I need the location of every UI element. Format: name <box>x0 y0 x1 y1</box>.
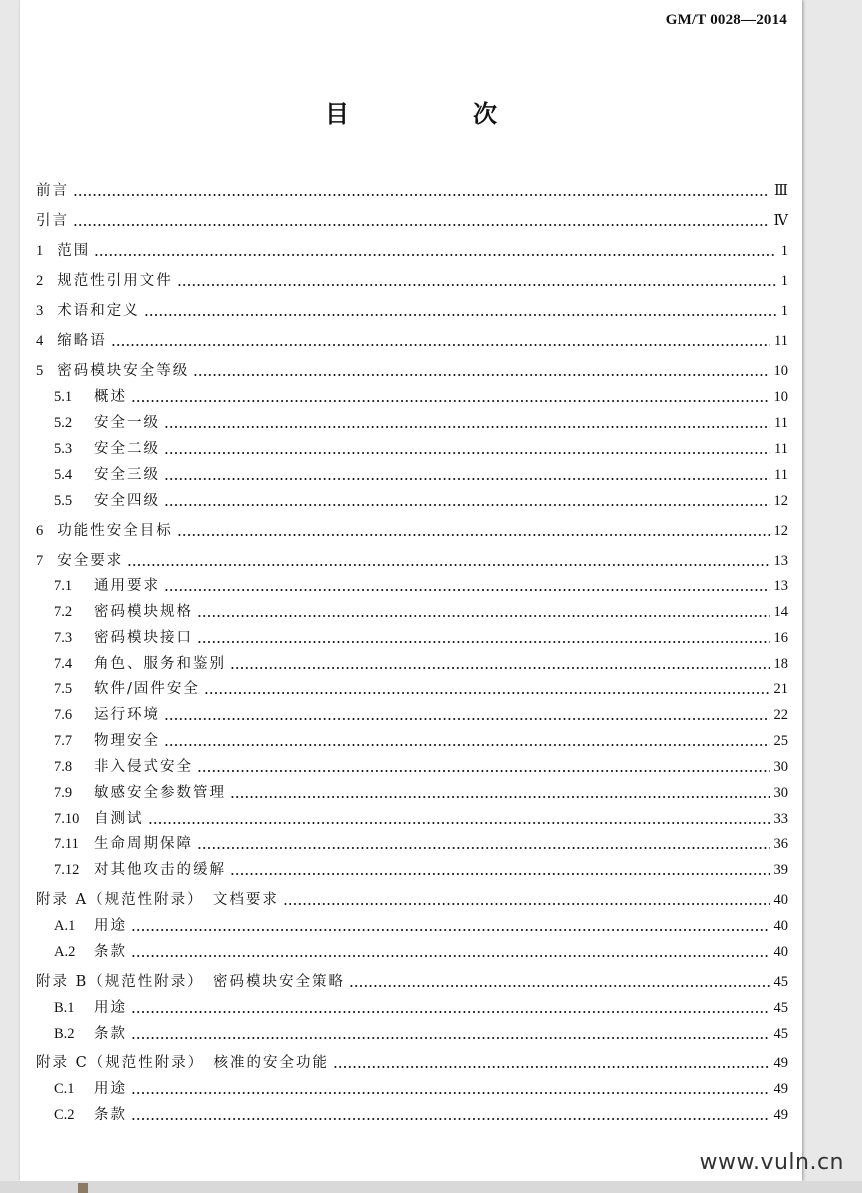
toc-entry-page: 11 <box>774 467 788 483</box>
dot-leader <box>349 985 769 987</box>
toc-entry-label: 密码模块规格 <box>94 604 193 620</box>
dot-leader <box>197 770 770 772</box>
toc-entry-page: 36 <box>773 836 788 852</box>
toc-entry <box>54 780 788 802</box>
toc-entry-label: 安全三级 <box>94 467 160 483</box>
toc-entry-page: 45 <box>773 974 788 990</box>
toc-entry-number: 6 <box>36 523 44 539</box>
toc-entry-label: 安全二级 <box>94 441 160 457</box>
toc-entry-number: C.2 <box>54 1107 75 1123</box>
toc-entry-label: 安全四级 <box>94 493 160 509</box>
toc-entry-label: 功能性安全目标 <box>57 523 173 539</box>
toc-entry <box>54 831 788 853</box>
toc-entry-page: 1 <box>780 303 788 319</box>
toc-entry-number: 7.5 <box>54 681 73 697</box>
toc-entry <box>54 599 788 621</box>
toc-entry <box>54 939 788 961</box>
watermark-text: www.vuln.cn <box>699 1150 844 1175</box>
toc-entry-page: 13 <box>773 578 788 594</box>
toc-entry-page: 49 <box>773 1081 788 1097</box>
toc-entry-label: 条款 <box>94 1107 127 1123</box>
dot-leader <box>164 504 770 506</box>
toc-entry <box>54 573 788 595</box>
toc-entry <box>54 410 788 432</box>
toc-entry-page: 12 <box>773 523 788 539</box>
dot-leader <box>144 314 776 316</box>
dot-leader <box>197 641 770 643</box>
dot-leader <box>131 1037 770 1039</box>
toc-entry <box>54 728 788 750</box>
toc-entry <box>36 887 788 909</box>
toc-entry <box>54 754 788 776</box>
dot-leader <box>197 615 770 617</box>
toc-entry-label: 密码模块安全等级 <box>57 363 190 379</box>
toc-entry-page: 45 <box>773 1026 788 1042</box>
toc-entry-number: 5.4 <box>54 467 73 483</box>
toc-entry-label: 前言 <box>36 183 69 199</box>
toc-entry <box>36 328 788 350</box>
toc-entry <box>36 298 788 320</box>
toc-entry-page: 25 <box>773 733 788 749</box>
toc-entry-page: 39 <box>773 862 788 878</box>
toc-entry-page: 40 <box>773 944 788 960</box>
toc-entry-page: 33 <box>773 811 788 827</box>
toc-entry-page: 11 <box>774 333 788 349</box>
toc-entry-label: 附录 A（规范性附录） 文档要求 <box>36 892 279 908</box>
toc-entry-number: 5.5 <box>54 493 73 509</box>
toc-entry <box>54 806 788 828</box>
toc-entry-page: 40 <box>773 918 788 934</box>
toc-entry-label: 密码模块接口 <box>94 630 193 646</box>
toc-entry <box>54 1102 788 1124</box>
toc-entry-page: 10 <box>773 363 788 379</box>
toc-entry <box>54 702 788 724</box>
dot-leader <box>177 534 770 536</box>
strip-thumbnail <box>78 1183 88 1193</box>
toc-entry-page: 30 <box>773 785 788 801</box>
toc-entry-page: 30 <box>773 759 788 775</box>
dot-leader <box>230 667 770 669</box>
dot-leader <box>73 194 770 196</box>
toc-entry-number: A.2 <box>54 944 76 960</box>
toc-entry-label: 条款 <box>94 1026 127 1042</box>
toc-entry-label: 生命周期保障 <box>94 836 193 852</box>
toc-entry <box>36 178 788 200</box>
bottom-strip <box>0 1181 862 1193</box>
toc-entry-page: 11 <box>774 441 788 457</box>
toc-entry-page: 13 <box>773 553 788 569</box>
toc-entry-label: 非入侵式安全 <box>94 759 193 775</box>
toc-entry-number: 7.6 <box>54 707 73 723</box>
toc-entry-number: 4 <box>36 333 44 349</box>
dot-leader <box>164 452 770 454</box>
dot-leader <box>131 1092 770 1094</box>
toc-entry-number: 5.1 <box>54 389 73 405</box>
dot-leader <box>131 955 770 957</box>
toc-entry-label: 通用要求 <box>94 578 160 594</box>
dot-leader <box>164 744 770 746</box>
toc-entry <box>54 913 788 935</box>
dot-leader <box>164 589 770 591</box>
toc-entry-number: 5 <box>36 363 44 379</box>
dot-leader <box>131 400 770 402</box>
toc-entry-label: 术语和定义 <box>57 303 140 319</box>
toc-entry-page: 11 <box>774 415 788 431</box>
dot-leader <box>333 1066 770 1068</box>
toc-entry-page: 12 <box>773 493 788 509</box>
toc-entry-label: 缩略语 <box>57 333 107 349</box>
dot-leader <box>197 847 770 849</box>
toc-entry-page: 18 <box>773 656 788 672</box>
dot-leader <box>131 1011 770 1013</box>
toc-entry-label: 附录 B（规范性附录） 密码模块安全策略 <box>36 974 346 990</box>
toc-entry-page: 49 <box>773 1055 788 1071</box>
toc-entry-page: 21 <box>773 681 788 697</box>
toc-entry-page: 14 <box>773 604 788 620</box>
toc-entry-number: 7.10 <box>54 811 80 827</box>
toc-entry-number: 2 <box>36 273 44 289</box>
toc-entry-label: 附录 C（规范性附录） 核准的安全功能 <box>36 1055 329 1071</box>
toc-entry-label: 运行环境 <box>94 707 160 723</box>
toc-entry-page: 1 <box>780 243 788 259</box>
toc-entry-number: 7 <box>36 553 44 569</box>
toc-entry <box>54 857 788 879</box>
standard-number: GM/T 0028—2014 <box>665 12 787 28</box>
toc-entry-label: 用途 <box>94 1000 127 1016</box>
toc-entry-label: 引言 <box>36 213 69 229</box>
toc-entry <box>36 208 788 230</box>
toc-entry <box>36 1050 788 1072</box>
toc-entry-label: 范围 <box>57 243 91 259</box>
toc-entry-page: 22 <box>773 707 788 723</box>
toc-entry <box>36 238 788 260</box>
toc-entry-page: 49 <box>773 1107 788 1123</box>
dot-leader <box>164 718 770 720</box>
dot-leader <box>131 929 770 931</box>
toc-entry-label: 规范性引用文件 <box>57 273 173 289</box>
dot-leader <box>164 478 770 480</box>
toc-entry-page: Ⅲ <box>774 183 788 199</box>
dot-leader <box>283 903 770 905</box>
toc-entry-label: 安全要求 <box>57 553 124 569</box>
page-title: 目 次 <box>325 99 547 128</box>
toc-entry-label: 物理安全 <box>94 733 160 749</box>
toc-entry-number: 7.7 <box>54 733 73 749</box>
toc-entry-label: 用途 <box>94 1081 127 1097</box>
toc-entry-number: 7.8 <box>54 759 73 775</box>
toc-entry-number: 3 <box>36 303 44 319</box>
toc-entry-number: B.2 <box>54 1026 75 1042</box>
toc-entry-label: 用途 <box>94 918 127 934</box>
toc-entry <box>36 358 788 380</box>
toc-entry <box>54 488 788 510</box>
toc-entry-label: 自测试 <box>94 811 144 827</box>
toc-entry <box>36 518 788 540</box>
dot-leader <box>148 822 770 824</box>
dot-leader <box>73 224 770 226</box>
toc-entry-number: 7.2 <box>54 604 73 620</box>
toc-entry <box>54 1076 788 1098</box>
toc-entry-number: 7.4 <box>54 656 73 672</box>
toc-entry <box>54 676 788 698</box>
toc-entry-number: A.1 <box>54 918 76 934</box>
toc-entry-page: Ⅳ <box>773 213 788 229</box>
dot-leader <box>164 426 770 428</box>
toc-entry-label: 角色、服务和鉴别 <box>94 656 226 672</box>
toc-entry-label: 条款 <box>94 944 127 960</box>
toc-entry-page: 10 <box>773 389 788 405</box>
toc-entry-page: 40 <box>773 892 788 908</box>
toc-entry <box>54 625 788 647</box>
toc-entry <box>54 995 788 1017</box>
toc-entry-number: 7.11 <box>54 836 79 852</box>
toc-entry-number: B.1 <box>54 1000 75 1016</box>
dot-leader <box>127 564 769 566</box>
toc-entry-page: 45 <box>773 1000 788 1016</box>
dot-leader <box>177 284 776 286</box>
toc-entry-label: 软件/固件安全 <box>94 681 200 697</box>
toc-entry-number: 7.3 <box>54 630 73 646</box>
toc-entry-number: 7.12 <box>54 862 80 878</box>
toc-entry-label: 概述 <box>94 389 127 405</box>
dot-leader <box>94 254 776 256</box>
toc-entry-label: 对其他攻击的缓解 <box>94 862 226 878</box>
toc-entry <box>54 462 788 484</box>
dot-leader <box>230 796 770 798</box>
toc-entry-number: 1 <box>36 243 44 259</box>
toc-entry-page: 1 <box>780 273 788 289</box>
toc-entry <box>36 548 788 570</box>
toc-entry-label: 敏感安全参数管理 <box>94 785 226 801</box>
dot-leader <box>131 1118 770 1120</box>
toc-entry-number: 7.9 <box>54 785 73 801</box>
toc-entry <box>36 969 788 991</box>
toc-entry <box>36 268 788 290</box>
toc-entry <box>54 436 788 458</box>
toc-entry <box>54 1021 788 1043</box>
toc-entry-label: 安全一级 <box>94 415 160 431</box>
toc-entry-number: 5.2 <box>54 415 73 431</box>
dot-leader <box>111 344 770 346</box>
toc-entry-number: C.1 <box>54 1081 75 1097</box>
toc-entry-page: 16 <box>773 630 788 646</box>
toc-entry-number: 7.1 <box>54 578 73 594</box>
dot-leader <box>193 374 769 376</box>
dot-leader <box>204 692 770 694</box>
toc-entry <box>54 651 788 673</box>
toc-entry-number: 5.3 <box>54 441 73 457</box>
document-page <box>20 0 802 1181</box>
toc-entry <box>54 384 788 406</box>
dot-leader <box>230 873 770 875</box>
